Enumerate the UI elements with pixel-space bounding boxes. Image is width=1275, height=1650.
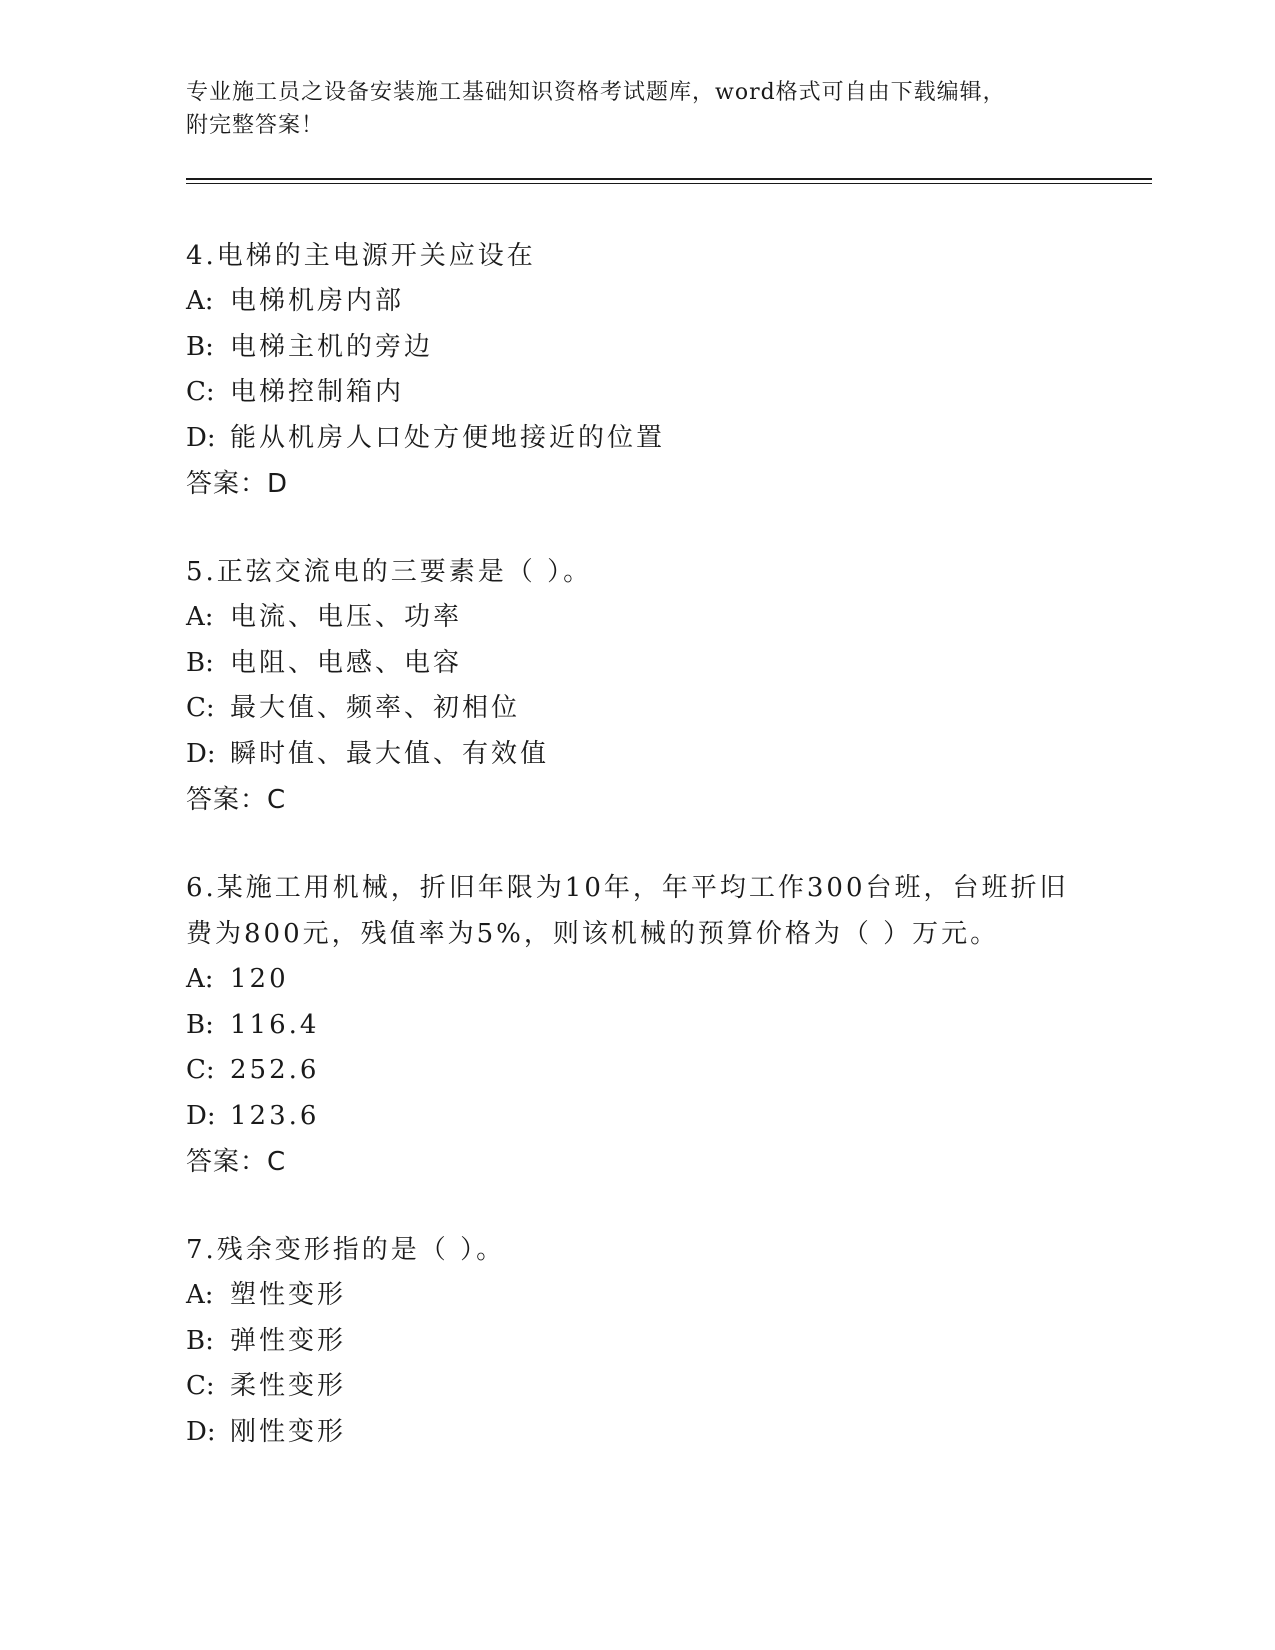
question-list (186, 233, 1086, 1497)
answer-key: 答案：D (186, 469, 289, 499)
option-text: 最大值、频率、初相位 (230, 693, 521, 723)
option-key: C: (186, 1371, 215, 1401)
header-title-line-1: 专业施工员之设备安装施工基础知识资格考试题库，word格式可自由下载编辑， (186, 80, 1006, 105)
option-key: B: (186, 647, 214, 678)
option-text: 刚性变形 (230, 1416, 347, 1447)
header-divider-bottom (186, 183, 1152, 184)
option-key: B: (186, 1009, 214, 1040)
question-stem: 5.正弦交流电的三要素是（ ）。 (186, 557, 593, 587)
option-key: B: (186, 1325, 214, 1356)
question-block (186, 549, 1086, 823)
option-key: A: (186, 602, 214, 632)
answer-option (186, 1048, 1086, 1094)
option-text: 弹性变形 (230, 1325, 347, 1356)
header-divider-top (186, 178, 1152, 180)
answer-option (186, 1364, 1086, 1410)
option-text: 116.4 (230, 1009, 320, 1040)
option-key: D: (186, 1100, 216, 1131)
option-key: A: (186, 1280, 214, 1310)
option-text: 123.6 (230, 1100, 320, 1131)
answer-option (186, 279, 1086, 325)
option-text: 电梯机房内部 (230, 286, 405, 316)
question-block (186, 865, 1086, 1185)
option-key: D: (186, 422, 216, 453)
answer-option (186, 957, 1086, 1003)
question-stem: 4.电梯的主电源开关应设在 (186, 241, 536, 271)
question-stem: 6.某施工用机械，折旧年限为10年，年平均工作300台班，台班折旧费为800元，残值率为5%，则该机械的预算价格为（ ）万元。 (186, 873, 1069, 949)
question-stem: 7.残余变形指的是（ ）。 (186, 1235, 506, 1265)
option-key: D: (186, 1416, 216, 1447)
option-text: 电流、电压、功率 (230, 602, 463, 632)
option-key: C: (186, 1055, 215, 1085)
answer-option (186, 1410, 1086, 1456)
option-key: D: (186, 738, 216, 769)
answer-option (186, 1094, 1086, 1140)
answer-option (186, 1273, 1086, 1319)
answer-option (186, 325, 1086, 371)
option-text: 能从机房人口处方便地接近的位置 (230, 422, 666, 453)
option-text: 252.6 (230, 1055, 320, 1085)
option-text: 柔性变形 (230, 1371, 347, 1401)
option-key: C: (186, 377, 215, 407)
answer-option (186, 416, 1086, 462)
option-text: 电阻、电感、电容 (230, 647, 463, 678)
answer-option (186, 370, 1086, 416)
option-text: 瞬时值、最大值、有效值 (230, 738, 550, 769)
question-block (186, 1227, 1086, 1455)
answer-option (186, 686, 1086, 732)
answer-key: 答案：C (186, 785, 287, 815)
option-text: 塑性变形 (230, 1280, 347, 1310)
question-block (186, 233, 1086, 507)
option-text: 电梯控制箱内 (230, 377, 405, 407)
option-key: B: (186, 331, 214, 362)
answer-key: 答案：C (186, 1147, 287, 1177)
document-header (186, 76, 1086, 142)
option-key: C: (186, 693, 215, 723)
option-text: 电梯主机的旁边 (230, 331, 434, 362)
option-key: A: (186, 286, 214, 316)
answer-option (186, 595, 1086, 641)
option-text: 120 (230, 964, 289, 994)
answer-option (186, 732, 1086, 778)
answer-option (186, 641, 1086, 687)
answer-option (186, 1003, 1086, 1049)
option-key: A: (186, 964, 214, 994)
header-title-line-2: 附完整答案！ (186, 113, 325, 138)
answer-option (186, 1319, 1086, 1365)
